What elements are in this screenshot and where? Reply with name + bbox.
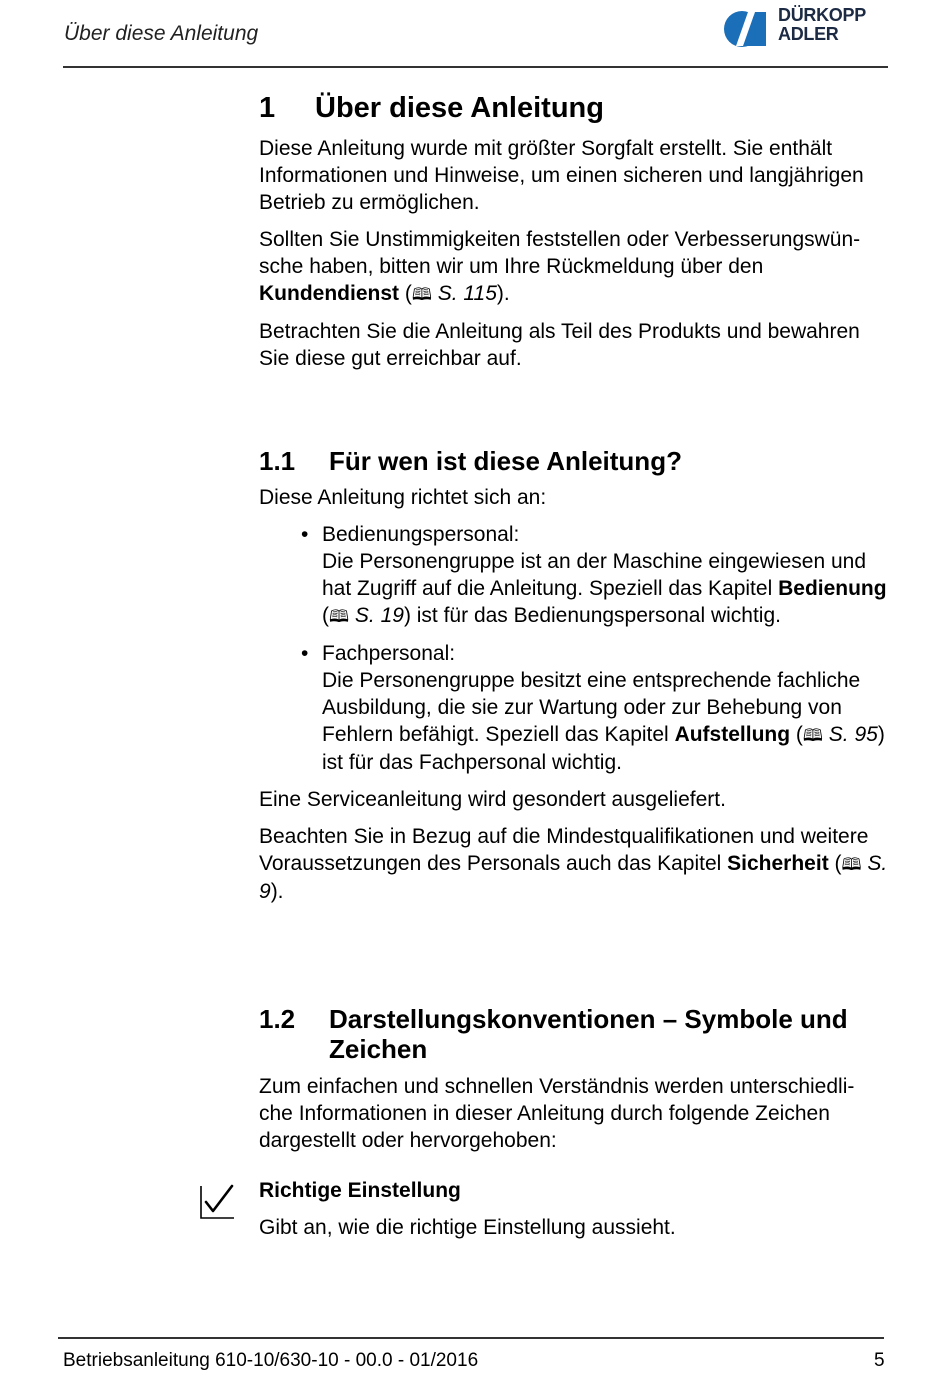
symbol-title: Richtige Einstellung [259,1179,461,1202]
brand-logo [722,6,892,50]
duerkopp-adler-logo-icon [722,8,774,50]
list-item: • Bedienungspersonal: Die Personengruppe ist an der Maschine eingewiesen und hat Zugriff auf die Anleitung. Speziell das Kapitel Bedienung (🕮 S. 19) ist für das Bedienungspersonal wichtig. [301,523,887,627]
link-kundendienst[interactable]: Kundendienst [259,282,399,305]
book-icon: 🕮 [841,855,862,874]
footer-divider [58,1337,884,1339]
section-1-2-body [259,1073,891,1154]
paragraph: Diese Anleitung richtet sich an: [259,486,547,509]
page-number: 5 [874,1350,885,1371]
page-reference[interactable]: S. 115 [437,282,497,305]
page-reference[interactable]: S. 9 [259,852,888,903]
paragraph: Zum einfachen und schnellen Verständnis werden unterschiedli- che Informationen in dieser Anleitung durch folgende Zeichen dargestellt oder hervorgehoben: [259,1075,855,1152]
book-icon: 🕮 [802,726,823,745]
section-1-body [259,135,891,372]
section-title: Darstellungskonventionen – Symbole und Zeichen [329,1004,848,1064]
section-title: Über diese Anleitung [315,92,604,124]
brand-line-2: ADLER [778,24,839,44]
audience-list [259,521,891,776]
bullet: • [301,642,309,665]
paragraph: Diese Anleitung wurde mit größter Sorgfalt erstellt. Sie enthält Informationen und Hinweise, um einen sicheren und langjährigen Betrieb zu ermöglichen. [259,137,864,214]
list-item: • Fachpersonal: Die Personengruppe besitzt eine entsprechende fachliche Ausbildung, die sie zur Wartung oder zur Behebung von Fehlern befähigt. Speziell das Kapitel Aufstellung (🕮 S. 95) ist für das Fachpersonal wichtig. [301,642,885,774]
book-icon: 🕮 [329,607,350,626]
section-1-1-heading [259,446,891,477]
correct-setting-block [259,1177,891,1241]
paragraph: Betrachten Sie die Anleitung als Teil des Produkts und bewahren Sie diese gut erreichbar auf. [259,320,860,370]
link-aufstellung[interactable]: Aufstellung [674,723,791,746]
section-1-1-body [259,484,891,905]
page-reference[interactable]: S. 95 [828,723,878,746]
checkbox-check-icon [200,1183,235,1219]
footer-document-id: Betriebsanleitung 610-10/630-10 - 00.0 - 01/2016 [63,1350,479,1371]
section-1-2-heading [259,1004,891,1064]
paragraph: Eine Serviceanleitung wird gesondert ausgeliefert. [259,788,726,811]
section-number: 1 [259,92,276,124]
section-number: 1.1 [259,446,296,476]
link-sicherheit[interactable]: Sicherheit [727,852,829,875]
brand-line-1: DÜRKOPP [778,5,866,25]
paragraph-qualification: Beachten Sie in Bezug auf die Mindestqualifikationen und weitere Voraussetzungen des Personals auch das Kapitel Sicherheit (🕮 S. 9). [259,825,888,903]
section-title: Für wen ist diese Anleitung? [329,446,682,476]
paragraph-feedback: Sollten Sie Unstimmigkeiten feststellen oder Verbesserungswün- sche haben, bitten wir um Ihre Rückmeldung über den Kundendienst (🕮 S. 115). [259,228,861,305]
page-reference[interactable]: S. 19 [354,604,404,627]
running-header: Über diese Anleitung [64,22,259,45]
brand-wordmark [778,6,866,44]
bullet: • [301,523,309,546]
link-bedienung[interactable]: Bedienung [778,577,887,600]
section-1-heading [259,92,604,125]
book-icon: 🕮 [411,285,432,304]
symbol-description: Gibt an, wie die richtige Einstellung aussieht. [259,1216,676,1239]
header-divider [63,66,888,68]
section-number: 1.2 [259,1004,296,1034]
